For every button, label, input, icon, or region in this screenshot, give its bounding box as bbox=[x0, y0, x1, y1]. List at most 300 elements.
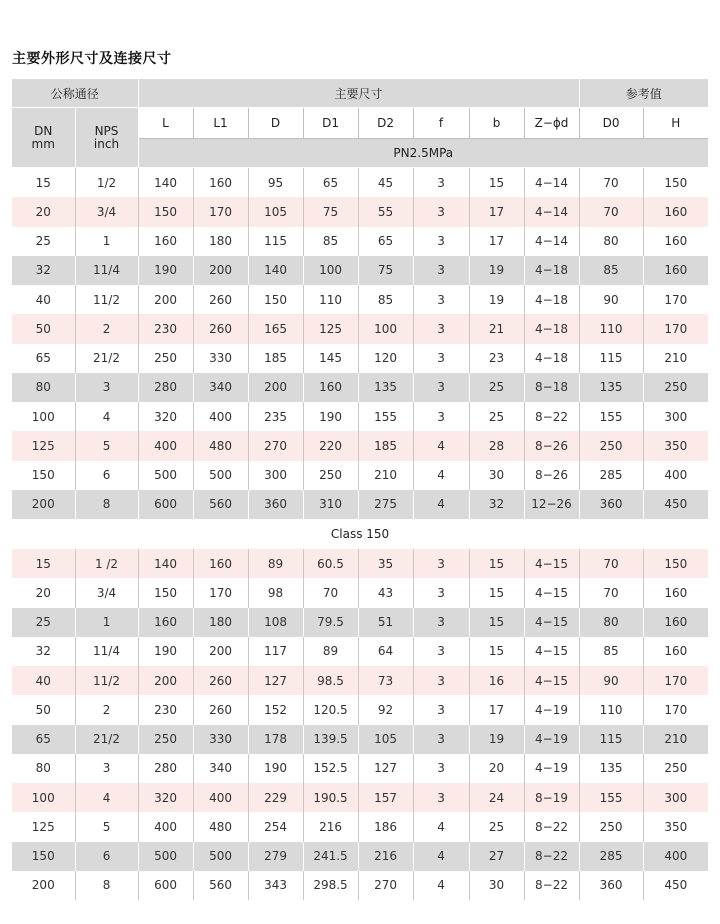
cell-f: 3 bbox=[413, 373, 469, 402]
cell-f: 3 bbox=[413, 695, 469, 724]
cell-d1: 98.5 bbox=[303, 666, 358, 695]
cell-dn: 125 bbox=[12, 812, 75, 841]
table-row bbox=[12, 725, 708, 754]
cell-l1: 330 bbox=[193, 725, 248, 754]
cell-b: 17 bbox=[469, 227, 524, 256]
cell-z-phi-d: 4−18 bbox=[524, 344, 579, 373]
cell-l1: 260 bbox=[193, 695, 248, 724]
cell-dn: 50 bbox=[12, 695, 75, 724]
cell-l1: 180 bbox=[193, 608, 248, 637]
cell-f: 3 bbox=[413, 227, 469, 256]
cell-dn: 150 bbox=[12, 842, 75, 871]
cell-d2: 85 bbox=[358, 285, 413, 314]
cell-d2: 216 bbox=[358, 842, 413, 871]
cell-f: 4 bbox=[413, 812, 469, 841]
cell-z-phi-d: 8−26 bbox=[524, 461, 579, 490]
cell-f: 3 bbox=[413, 754, 469, 783]
cell-l: 160 bbox=[138, 227, 193, 256]
cell-nps: 1 bbox=[75, 608, 138, 637]
table-row bbox=[12, 783, 708, 812]
cell-l: 600 bbox=[138, 871, 193, 900]
cell-l1: 560 bbox=[193, 871, 248, 900]
cell-d: 235 bbox=[248, 402, 303, 431]
cell-z-phi-d: 4−15 bbox=[524, 549, 579, 578]
cell-dn: 200 bbox=[12, 871, 75, 900]
cell-d1: 190.5 bbox=[303, 783, 358, 812]
cell-l1: 260 bbox=[193, 285, 248, 314]
table-row bbox=[12, 373, 708, 402]
header-col-d0: D0 bbox=[579, 108, 643, 139]
cell-l: 500 bbox=[138, 842, 193, 871]
cell-nps: 1 bbox=[75, 227, 138, 256]
cell-d0: 70 bbox=[579, 578, 643, 607]
cell-h: 160 bbox=[643, 256, 708, 285]
cell-b: 20 bbox=[469, 754, 524, 783]
cell-dn: 65 bbox=[12, 344, 75, 373]
header-dn-unit: mm bbox=[31, 136, 55, 151]
cell-f: 3 bbox=[413, 637, 469, 666]
cell-d2: 120 bbox=[358, 344, 413, 373]
cell-dn: 25 bbox=[12, 608, 75, 637]
cell-d2: 155 bbox=[358, 402, 413, 431]
table-row bbox=[12, 842, 708, 871]
cell-d0: 115 bbox=[579, 725, 643, 754]
cell-l: 280 bbox=[138, 754, 193, 783]
cell-d2: 43 bbox=[358, 578, 413, 607]
cell-h: 170 bbox=[643, 314, 708, 343]
table-row bbox=[12, 666, 708, 695]
cell-d1: 70 bbox=[303, 578, 358, 607]
cell-d0: 285 bbox=[579, 461, 643, 490]
cell-l: 250 bbox=[138, 344, 193, 373]
cell-nps: 11/2 bbox=[75, 285, 138, 314]
cell-d2: 55 bbox=[358, 197, 413, 226]
cell-b: 15 bbox=[469, 549, 524, 578]
cell-d0: 250 bbox=[579, 431, 643, 460]
section-label-class-150: Class 150 bbox=[12, 519, 708, 549]
cell-z-phi-d: 8−22 bbox=[524, 842, 579, 871]
cell-d: 185 bbox=[248, 344, 303, 373]
cell-z-phi-d: 8−22 bbox=[524, 871, 579, 900]
table-row bbox=[12, 549, 708, 578]
cell-f: 3 bbox=[413, 783, 469, 812]
header-nominal-diameter: 公称通径 bbox=[12, 79, 138, 108]
cell-d: 108 bbox=[248, 608, 303, 637]
cell-d: 127 bbox=[248, 666, 303, 695]
header-col-h: H bbox=[643, 108, 708, 139]
cell-dn: 50 bbox=[12, 314, 75, 343]
cell-d1: 85 bbox=[303, 227, 358, 256]
cell-z-phi-d: 8−26 bbox=[524, 431, 579, 460]
cell-d: 95 bbox=[248, 168, 303, 198]
cell-d1: 250 bbox=[303, 461, 358, 490]
page-title: 主要外形尺寸及连接尺寸 bbox=[12, 51, 172, 67]
cell-b: 15 bbox=[469, 637, 524, 666]
cell-d0: 70 bbox=[579, 197, 643, 226]
cell-l: 230 bbox=[138, 695, 193, 724]
cell-b: 24 bbox=[469, 783, 524, 812]
cell-b: 30 bbox=[469, 461, 524, 490]
cell-d: 360 bbox=[248, 490, 303, 519]
cell-b: 25 bbox=[469, 402, 524, 431]
cell-l1: 330 bbox=[193, 344, 248, 373]
cell-l: 140 bbox=[138, 549, 193, 578]
cell-d1: 152.5 bbox=[303, 754, 358, 783]
cell-d0: 85 bbox=[579, 256, 643, 285]
cell-d0: 90 bbox=[579, 666, 643, 695]
cell-z-phi-d: 4−18 bbox=[524, 314, 579, 343]
header-col-d2: D2 bbox=[358, 108, 413, 139]
cell-z-phi-d: 4−19 bbox=[524, 725, 579, 754]
cell-l: 160 bbox=[138, 608, 193, 637]
cell-f: 3 bbox=[413, 666, 469, 695]
cell-dn: 20 bbox=[12, 578, 75, 607]
cell-b: 30 bbox=[469, 871, 524, 900]
cell-nps: 4 bbox=[75, 402, 138, 431]
cell-z-phi-d: 4−15 bbox=[524, 608, 579, 637]
cell-z-phi-d: 4−15 bbox=[524, 578, 579, 607]
cell-z-phi-d: 8−22 bbox=[524, 812, 579, 841]
cell-f: 4 bbox=[413, 490, 469, 519]
cell-d0: 360 bbox=[579, 871, 643, 900]
dimensions-table bbox=[12, 79, 708, 900]
cell-z-phi-d: 8−18 bbox=[524, 373, 579, 402]
cell-dn: 15 bbox=[12, 168, 75, 198]
cell-d: 105 bbox=[248, 197, 303, 226]
cell-d2: 45 bbox=[358, 168, 413, 198]
cell-f: 4 bbox=[413, 842, 469, 871]
cell-nps: 4 bbox=[75, 783, 138, 812]
cell-b: 17 bbox=[469, 197, 524, 226]
table-row bbox=[12, 227, 708, 256]
cell-l1: 400 bbox=[193, 783, 248, 812]
cell-nps: 3 bbox=[75, 373, 138, 402]
header-nps bbox=[75, 108, 138, 168]
cell-l: 280 bbox=[138, 373, 193, 402]
cell-d2: 105 bbox=[358, 725, 413, 754]
cell-l1: 260 bbox=[193, 666, 248, 695]
cell-f: 3 bbox=[413, 725, 469, 754]
header-pressure-rating: PN2.5MPa bbox=[138, 139, 708, 168]
cell-h: 170 bbox=[643, 666, 708, 695]
cell-nps: 2 bbox=[75, 695, 138, 724]
cell-d2: 185 bbox=[358, 431, 413, 460]
cell-h: 160 bbox=[643, 227, 708, 256]
cell-l1: 160 bbox=[193, 549, 248, 578]
cell-d: 140 bbox=[248, 256, 303, 285]
cell-d2: 127 bbox=[358, 754, 413, 783]
cell-dn: 150 bbox=[12, 461, 75, 490]
cell-dn: 100 bbox=[12, 783, 75, 812]
cell-b: 15 bbox=[469, 168, 524, 198]
cell-d0: 85 bbox=[579, 637, 643, 666]
header-nps-unit: inch bbox=[93, 136, 120, 151]
cell-nps: 1/2 bbox=[75, 168, 138, 198]
cell-d0: 110 bbox=[579, 695, 643, 724]
cell-l1: 560 bbox=[193, 490, 248, 519]
header-nps-label: NPS bbox=[94, 123, 119, 138]
cell-z-phi-d: 4−14 bbox=[524, 227, 579, 256]
cell-nps: 11/4 bbox=[75, 256, 138, 285]
cell-dn: 25 bbox=[12, 227, 75, 256]
cell-d0: 110 bbox=[579, 314, 643, 343]
cell-d2: 75 bbox=[358, 256, 413, 285]
cell-l1: 170 bbox=[193, 578, 248, 607]
table-body bbox=[12, 168, 708, 901]
cell-l1: 180 bbox=[193, 227, 248, 256]
cell-d2: 186 bbox=[358, 812, 413, 841]
cell-dn: 20 bbox=[12, 197, 75, 226]
cell-d0: 90 bbox=[579, 285, 643, 314]
cell-dn: 32 bbox=[12, 256, 75, 285]
cell-l1: 340 bbox=[193, 373, 248, 402]
header-col-z-phi-d: Z−ϕd bbox=[524, 108, 579, 139]
cell-l1: 400 bbox=[193, 402, 248, 431]
cell-f: 3 bbox=[413, 608, 469, 637]
cell-d1: 65 bbox=[303, 168, 358, 198]
cell-d: 190 bbox=[248, 754, 303, 783]
header-dn bbox=[12, 108, 75, 168]
cell-l: 320 bbox=[138, 783, 193, 812]
cell-f: 4 bbox=[413, 461, 469, 490]
cell-z-phi-d: 4−15 bbox=[524, 666, 579, 695]
header-reference-values: 参考值 bbox=[579, 79, 708, 108]
cell-d0: 135 bbox=[579, 373, 643, 402]
cell-z-phi-d: 12−26 bbox=[524, 490, 579, 519]
cell-l1: 200 bbox=[193, 637, 248, 666]
cell-d0: 80 bbox=[579, 608, 643, 637]
cell-f: 4 bbox=[413, 871, 469, 900]
cell-d1: 120.5 bbox=[303, 695, 358, 724]
cell-dn: 125 bbox=[12, 431, 75, 460]
cell-d: 229 bbox=[248, 783, 303, 812]
cell-z-phi-d: 8−19 bbox=[524, 783, 579, 812]
cell-d: 254 bbox=[248, 812, 303, 841]
cell-l: 400 bbox=[138, 431, 193, 460]
cell-f: 3 bbox=[413, 578, 469, 607]
section-divider-row bbox=[12, 519, 708, 549]
cell-d: 300 bbox=[248, 461, 303, 490]
cell-f: 3 bbox=[413, 285, 469, 314]
cell-l1: 500 bbox=[193, 461, 248, 490]
cell-dn: 80 bbox=[12, 373, 75, 402]
cell-d1: 190 bbox=[303, 402, 358, 431]
cell-d0: 70 bbox=[579, 549, 643, 578]
cell-d: 178 bbox=[248, 725, 303, 754]
header-col-l1: L1 bbox=[193, 108, 248, 139]
cell-h: 160 bbox=[643, 608, 708, 637]
cell-h: 300 bbox=[643, 402, 708, 431]
cell-d2: 270 bbox=[358, 871, 413, 900]
cell-l1: 260 bbox=[193, 314, 248, 343]
cell-dn: 65 bbox=[12, 725, 75, 754]
cell-b: 19 bbox=[469, 285, 524, 314]
header-col-l: L bbox=[138, 108, 193, 139]
cell-b: 25 bbox=[469, 812, 524, 841]
table-row bbox=[12, 285, 708, 314]
cell-l: 200 bbox=[138, 666, 193, 695]
cell-l1: 480 bbox=[193, 431, 248, 460]
cell-d2: 100 bbox=[358, 314, 413, 343]
table-row bbox=[12, 637, 708, 666]
cell-f: 3 bbox=[413, 197, 469, 226]
cell-dn: 200 bbox=[12, 490, 75, 519]
cell-b: 17 bbox=[469, 695, 524, 724]
table-row bbox=[12, 578, 708, 607]
cell-dn: 32 bbox=[12, 637, 75, 666]
cell-d0: 155 bbox=[579, 402, 643, 431]
cell-d0: 155 bbox=[579, 783, 643, 812]
cell-l: 140 bbox=[138, 168, 193, 198]
cell-z-phi-d: 4−19 bbox=[524, 695, 579, 724]
header-col-d1: D1 bbox=[303, 108, 358, 139]
cell-l: 230 bbox=[138, 314, 193, 343]
cell-b: 28 bbox=[469, 431, 524, 460]
cell-b: 32 bbox=[469, 490, 524, 519]
cell-f: 3 bbox=[413, 549, 469, 578]
cell-b: 27 bbox=[469, 842, 524, 871]
table-row bbox=[12, 812, 708, 841]
cell-h: 170 bbox=[643, 285, 708, 314]
cell-h: 210 bbox=[643, 725, 708, 754]
cell-h: 160 bbox=[643, 637, 708, 666]
cell-h: 350 bbox=[643, 812, 708, 841]
cell-h: 400 bbox=[643, 842, 708, 871]
cell-dn: 40 bbox=[12, 285, 75, 314]
cell-h: 160 bbox=[643, 578, 708, 607]
cell-nps: 8 bbox=[75, 871, 138, 900]
cell-d2: 275 bbox=[358, 490, 413, 519]
cell-b: 16 bbox=[469, 666, 524, 695]
cell-d1: 241.5 bbox=[303, 842, 358, 871]
cell-d0: 80 bbox=[579, 227, 643, 256]
cell-d2: 92 bbox=[358, 695, 413, 724]
cell-d2: 73 bbox=[358, 666, 413, 695]
cell-d2: 65 bbox=[358, 227, 413, 256]
cell-nps: 3/4 bbox=[75, 197, 138, 226]
cell-b: 25 bbox=[469, 373, 524, 402]
cell-d: 200 bbox=[248, 373, 303, 402]
cell-f: 3 bbox=[413, 256, 469, 285]
table-row bbox=[12, 402, 708, 431]
cell-d0: 70 bbox=[579, 168, 643, 198]
header-col-f: f bbox=[413, 108, 469, 139]
cell-d1: 220 bbox=[303, 431, 358, 460]
cell-l: 150 bbox=[138, 197, 193, 226]
cell-f: 4 bbox=[413, 431, 469, 460]
cell-d0: 135 bbox=[579, 754, 643, 783]
table-row bbox=[12, 344, 708, 373]
cell-h: 150 bbox=[643, 549, 708, 578]
cell-b: 15 bbox=[469, 608, 524, 637]
cell-z-phi-d: 4−14 bbox=[524, 197, 579, 226]
cell-l: 150 bbox=[138, 578, 193, 607]
cell-nps: 11/4 bbox=[75, 637, 138, 666]
cell-h: 400 bbox=[643, 461, 708, 490]
cell-l: 200 bbox=[138, 285, 193, 314]
table-row bbox=[12, 608, 708, 637]
cell-nps: 6 bbox=[75, 842, 138, 871]
header-col-b: b bbox=[469, 108, 524, 139]
cell-d1: 60.5 bbox=[303, 549, 358, 578]
cell-h: 150 bbox=[643, 168, 708, 198]
cell-d1: 298.5 bbox=[303, 871, 358, 900]
cell-l: 190 bbox=[138, 256, 193, 285]
cell-d: 279 bbox=[248, 842, 303, 871]
cell-d1: 145 bbox=[303, 344, 358, 373]
cell-l1: 480 bbox=[193, 812, 248, 841]
cell-b: 19 bbox=[469, 256, 524, 285]
cell-b: 15 bbox=[469, 578, 524, 607]
cell-z-phi-d: 4−18 bbox=[524, 256, 579, 285]
cell-nps: 5 bbox=[75, 812, 138, 841]
cell-nps: 5 bbox=[75, 431, 138, 460]
table-row bbox=[12, 197, 708, 226]
cell-l1: 200 bbox=[193, 256, 248, 285]
cell-dn: 80 bbox=[12, 754, 75, 783]
table-row bbox=[12, 490, 708, 519]
table-row bbox=[12, 256, 708, 285]
cell-dn: 15 bbox=[12, 549, 75, 578]
cell-d1: 216 bbox=[303, 812, 358, 841]
cell-l1: 170 bbox=[193, 197, 248, 226]
cell-l1: 340 bbox=[193, 754, 248, 783]
cell-d1: 75 bbox=[303, 197, 358, 226]
cell-d1: 89 bbox=[303, 637, 358, 666]
header-dn-label: DN bbox=[34, 123, 53, 138]
cell-d0: 285 bbox=[579, 842, 643, 871]
cell-l: 500 bbox=[138, 461, 193, 490]
cell-d0: 115 bbox=[579, 344, 643, 373]
cell-d: 89 bbox=[248, 549, 303, 578]
cell-nps: 2 bbox=[75, 314, 138, 343]
cell-z-phi-d: 4−15 bbox=[524, 637, 579, 666]
cell-d2: 35 bbox=[358, 549, 413, 578]
table-row bbox=[12, 431, 708, 460]
cell-nps: 8 bbox=[75, 490, 138, 519]
header-main-dimensions: 主要尺寸 bbox=[138, 79, 579, 108]
cell-d1: 100 bbox=[303, 256, 358, 285]
cell-d2: 64 bbox=[358, 637, 413, 666]
cell-h: 250 bbox=[643, 373, 708, 402]
cell-l1: 160 bbox=[193, 168, 248, 198]
cell-z-phi-d: 8−22 bbox=[524, 402, 579, 431]
cell-f: 3 bbox=[413, 344, 469, 373]
table-row bbox=[12, 461, 708, 490]
cell-f: 3 bbox=[413, 402, 469, 431]
cell-l1: 500 bbox=[193, 842, 248, 871]
cell-d: 115 bbox=[248, 227, 303, 256]
cell-l: 600 bbox=[138, 490, 193, 519]
table-row bbox=[12, 695, 708, 724]
cell-d1: 139.5 bbox=[303, 725, 358, 754]
cell-d: 343 bbox=[248, 871, 303, 900]
header-col-d: D bbox=[248, 108, 303, 139]
cell-d: 165 bbox=[248, 314, 303, 343]
cell-nps: 11/2 bbox=[75, 666, 138, 695]
cell-d1: 310 bbox=[303, 490, 358, 519]
cell-z-phi-d: 4−14 bbox=[524, 168, 579, 198]
table-row bbox=[12, 314, 708, 343]
cell-h: 160 bbox=[643, 197, 708, 226]
cell-nps: 6 bbox=[75, 461, 138, 490]
cell-l: 400 bbox=[138, 812, 193, 841]
cell-l: 320 bbox=[138, 402, 193, 431]
cell-h: 170 bbox=[643, 695, 708, 724]
cell-f: 3 bbox=[413, 314, 469, 343]
cell-d: 117 bbox=[248, 637, 303, 666]
table-row bbox=[12, 168, 708, 198]
